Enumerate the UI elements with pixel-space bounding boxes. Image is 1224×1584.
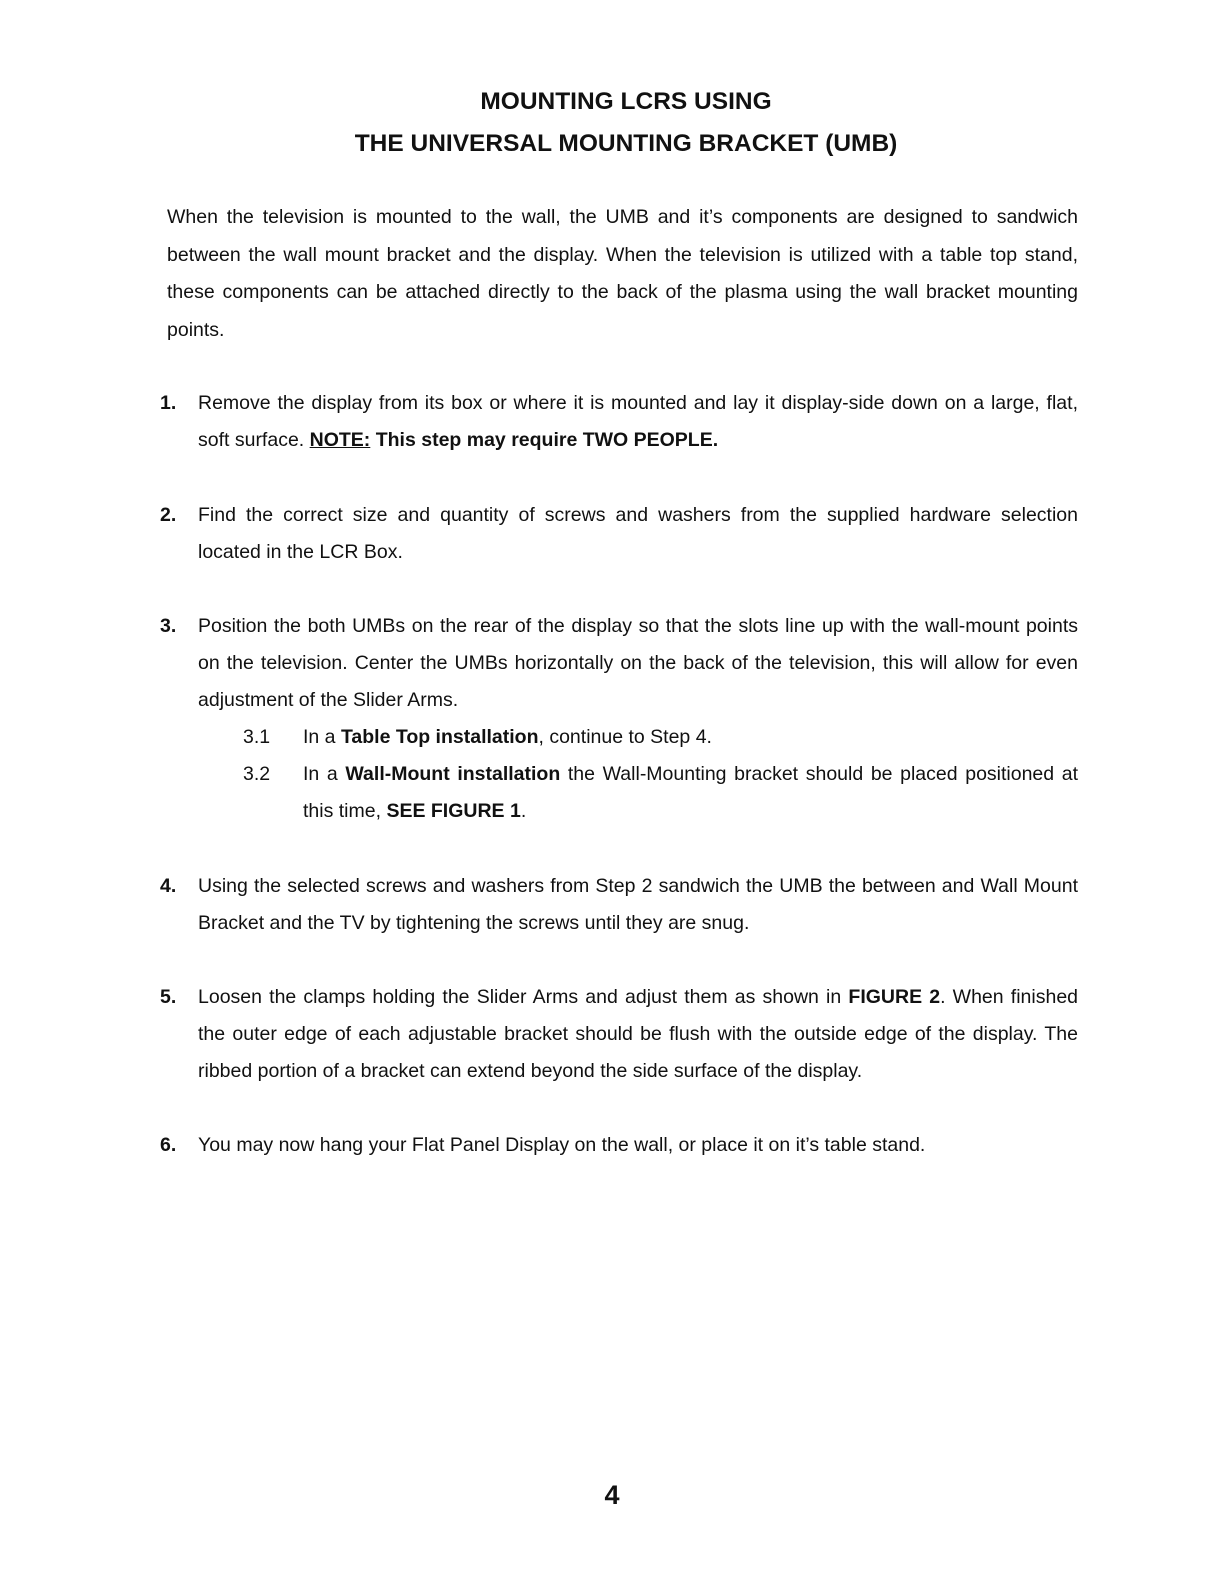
step-number: 3. xyxy=(160,615,177,637)
step-5 xyxy=(160,979,1078,1090)
substep-bold-text: Wall-Mount installation xyxy=(345,763,561,785)
step-body: You may now hang your Flat Panel Display on the wall, or place it on it’s table stand. xyxy=(198,1134,926,1156)
step-body: Using the selected screws and washers from Step 2 sandwich the UMB the between and Wall Mount Bracket and the TV by tightening the screws until they are snug. xyxy=(198,875,1078,934)
substep-bold-text: Table Top installation xyxy=(340,726,539,748)
note-text: This step may require TWO PEOPLE. xyxy=(370,429,719,451)
substep-3-1 xyxy=(243,719,1078,756)
figure-reference: SEE FIGURE 1 xyxy=(386,800,521,822)
step-3 xyxy=(160,608,1078,719)
step-1 xyxy=(160,385,1078,459)
substep-text-mid: the Wall-Mounting bracket should be placed positioned at this time, xyxy=(303,763,1079,822)
step-text: Loosen the clamps holding the Slider Arms and adjust them as shown in xyxy=(198,986,849,1008)
step-number: 4. xyxy=(160,875,177,897)
step-2 xyxy=(160,497,1078,571)
step-number: 2. xyxy=(160,504,177,526)
substep-number: 3.1 xyxy=(243,726,271,748)
substep-number: 3.2 xyxy=(243,763,271,785)
step-body xyxy=(198,385,1078,459)
step-body xyxy=(198,979,1078,1090)
title-line-1: MOUNTING LCRS USING xyxy=(480,88,772,115)
substep-body xyxy=(303,756,1078,830)
note-label: NOTE: xyxy=(309,429,371,451)
substep-text-end: . xyxy=(520,800,527,822)
intro-paragraph: When the television is mounted to the wall, the UMB and it’s components are designed to sandwich between the wall mount bracket and the display. When the television is utilized with a table top stand, these components can be attached directly to the back of the plasma using the wall bracket mounting points. xyxy=(167,206,1078,341)
substep-text: In a xyxy=(303,763,346,785)
step-4 xyxy=(160,868,1078,942)
page-number: 4 xyxy=(604,1480,620,1510)
substep-text-end: , continue to Step 4. xyxy=(538,726,712,748)
step-text: Remove the display from its box or where it is mounted and lay it display-side down on a large, flat, soft surface. xyxy=(198,392,1078,451)
step-body: Position the both UMBs on the rear of the display so that the slots line up with the wall-mount points on the television. Center the UMBs horizontally on the back of the television, this will allow for even adjustment of the Slider Arms. xyxy=(198,615,1078,711)
step-body: Find the correct size and quantity of screws and washers from the supplied hardware selection located in the LCR Box. xyxy=(198,504,1078,563)
substep-3-2 xyxy=(243,756,1078,830)
step-number: 5. xyxy=(160,986,177,1008)
step-6 xyxy=(160,1127,1078,1164)
step-text-end: . When finished the outer edge of each adjustable bracket should be flush with the outside edge of the display. The ribbed portion of a bracket can extend beyond the side surface of the display. xyxy=(198,986,1079,1082)
substep-text: In a xyxy=(303,726,341,748)
figure-reference: FIGURE 2 xyxy=(848,986,941,1008)
step-number: 1. xyxy=(160,392,177,414)
step-number: 6. xyxy=(160,1134,177,1156)
title-line-2: THE UNIVERSAL MOUNTING BRACKET (UMB) xyxy=(354,130,898,157)
substep-body xyxy=(303,719,1078,756)
